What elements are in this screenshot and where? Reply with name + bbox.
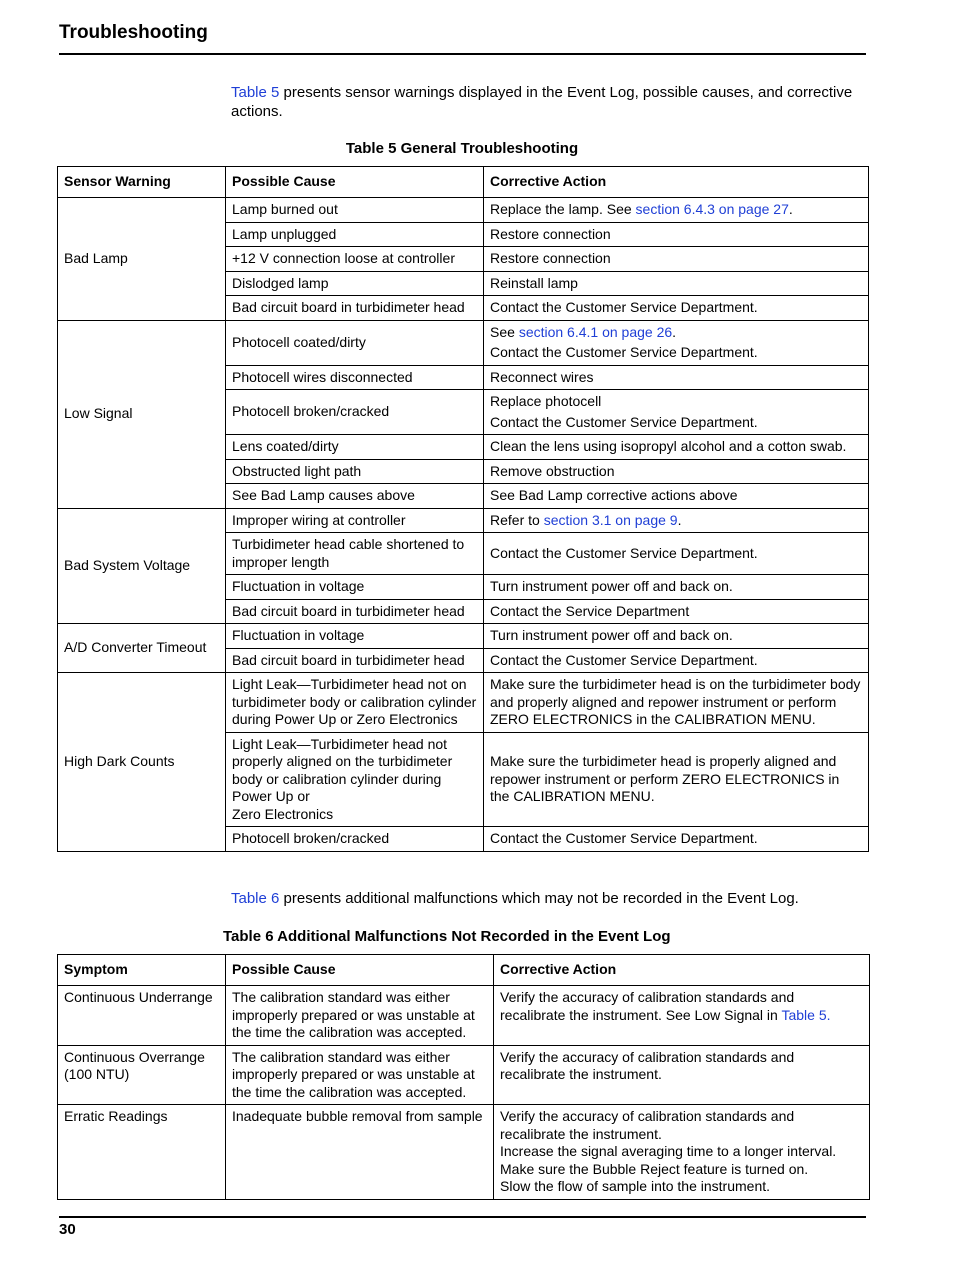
action-cell [494,986,870,1046]
table6 [57,954,870,1200]
action-cell: Reinstall lamp [484,271,869,296]
table5 [57,166,869,852]
action-cell: Restore connection [484,247,869,272]
table6-intro-text: presents additional malfunctions which may not be recorded in the Event Log. [279,890,799,907]
cause-line: Zero Electronics [232,805,334,822]
column-header: Corrective Action [494,955,870,986]
action-line: Make sure the Bubble Reject feature is turned on. [500,1160,809,1177]
cause-cell: Inadequate bubble removal from sample [226,1105,494,1200]
cause-cell: Lamp unplugged [226,222,484,247]
action-cell: Turn instrument power off and back on. [484,575,869,600]
action-cell: Contact the Customer Service Department. [484,533,869,575]
sensor-warning-cell: A/D Converter Timeout [58,624,226,673]
cause-cell: Photocell broken/cracked [226,390,484,435]
cause-cell: Photocell wires disconnected [226,365,484,390]
action-line: Contact the Customer Service Department. [490,344,758,360]
table5-link[interactable]: Table 5 [231,84,280,101]
action-cell: Contact the Service Department [484,599,869,624]
column-header: Possible Cause [226,167,484,198]
cause-cell: Obstructed light path [226,459,484,484]
table5-intro-text: presents sensor warnings displayed in the Event Log, possible causes, and corrective actions. [231,84,853,120]
sensor-warning-cell: High Dark Counts [58,673,226,852]
header-rule [59,53,866,55]
action-text: See [490,323,519,340]
table5-intro [231,83,861,121]
action-cell: Contact the Customer Service Department. [484,648,869,673]
footer-rule [59,1216,866,1218]
cause-cell: Photocell broken/cracked [226,827,484,852]
cause-cell: See Bad Lamp causes above [226,484,484,509]
table-header-row [58,955,870,986]
action-cell: Verify the accuracy of calibration standards and recalibrate the instrument. [494,1045,870,1105]
page-number: 30 [59,1221,76,1238]
cause-cell: Improper wiring at controller [226,508,484,533]
column-header: Possible Cause [226,955,494,986]
action-line: Contact the Customer Service Department. [490,413,758,430]
action-line: Verify the accuracy of calibration standards and recalibrate the instrument. [500,1108,795,1142]
action-cell: Clean the lens using isopropyl alcohol and a cotton swab. [484,435,869,460]
page-title: Troubleshooting [59,22,208,43]
action-cell [484,390,869,435]
action-cell [484,508,869,533]
action-line: Increase the signal averaging time to a longer interval. [500,1143,837,1159]
symptom-cell: Continuous Underrange [58,986,226,1046]
cause-cell: The calibration standard was either improperly prepared or was unstable at the time the calibration was accepted. [226,986,494,1046]
action-line [490,324,862,342]
table-row [58,986,870,1046]
table6-intro [231,889,861,908]
table-header-row [58,167,869,198]
table-row [58,1045,870,1105]
cause-cell: +12 V connection loose at controller [226,247,484,272]
table5-link[interactable]: Table 5 [781,1006,827,1023]
table-row [58,1105,870,1200]
table-row [58,320,869,365]
cause-cell: Light Leak—Turbidimeter head not on turbidimeter body or calibration cylinder during Power Up or Zero Electronics [226,673,484,733]
action-cell: Contact the Customer Service Department. [484,296,869,321]
action-cell: Turn instrument power off and back on. [484,624,869,649]
column-header: Symptom [58,955,226,986]
cause-cell: Fluctuation in voltage [226,624,484,649]
cause-cell: Bad circuit board in turbidimeter head [226,296,484,321]
table5-caption: Table 5 General Troubleshooting [345,140,579,157]
action-text: Verify the accuracy of calibration standards and recalibrate the instrument. See Low Signal in [500,989,795,1023]
section-link[interactable]: section 6.4.3 on page 27 [635,201,789,217]
action-cell: Restore connection [484,222,869,247]
action-line: Slow the flow of sample into the instrument. [500,1178,771,1194]
action-text: Refer to [490,511,544,528]
table-row [58,673,869,733]
table-row [58,508,869,533]
table-row [58,624,869,649]
column-header: Corrective Action [484,167,869,198]
action-line: Replace photocell [490,393,602,409]
action-cell: Make sure the turbidimeter head is properly aligned and repower instrument or perform ZERO ELECTRONICS in the CALIBRATION MENU. [484,732,869,827]
symptom-cell: Continuous Overrange (100 NTU) [58,1045,226,1105]
cause-cell: Bad circuit board in turbidimeter head [226,648,484,673]
cause-cell: Fluctuation in voltage [226,575,484,600]
sensor-warning-cell: Bad Lamp [58,198,226,321]
cause-cell [226,732,484,827]
cause-line: Light Leak—Turbidimeter head not properly aligned on the turbidimeter body or calibration cylinder during Power Up or [232,735,453,804]
action-cell [494,1105,870,1200]
cause-cell: Turbidimeter head cable shortened to improper length [226,533,484,575]
action-cell: Make sure the turbidimeter head is on the turbidimeter body and properly aligned and repower instrument or perform ZERO ELECTRONICS in the CALIBRATION MENU. [484,673,869,733]
table6-caption: Table 6 Additional Malfunctions Not Recorded in the Event Log [223,928,671,945]
action-text: . [677,511,682,528]
symptom-cell: Erratic Readings [58,1105,226,1200]
table6-link[interactable]: Table 6 [231,890,280,907]
action-cell: Remove obstruction [484,459,869,484]
sensor-warning-cell: Low Signal [58,320,226,508]
action-text: . [788,201,793,217]
cause-cell: Photocell coated/dirty [226,320,484,365]
sensor-warning-cell: Bad System Voltage [58,508,226,624]
action-text: . [672,323,677,340]
action-cell [484,198,869,223]
column-header: Sensor Warning [58,167,226,198]
action-cell [484,320,869,365]
action-cell: Reconnect wires [484,365,869,390]
cause-cell: Bad circuit board in turbidimeter head [226,599,484,624]
section-link[interactable]: section 6.4.1 on page 26 [518,323,673,340]
cause-cell: Lamp burned out [226,198,484,223]
section-link[interactable]: section 3.1 on page 9 [543,511,678,528]
cause-cell: The calibration standard was either improperly prepared or was unstable at the time the calibration was accepted. [226,1045,494,1105]
action-cell: Contact the Customer Service Department. [484,827,869,852]
table-row [58,198,869,223]
action-text: Replace the lamp. See [490,201,636,217]
cause-cell: Lens coated/dirty [226,435,484,460]
action-text: . [826,1006,831,1023]
action-cell: See Bad Lamp corrective actions above [484,484,869,509]
cause-cell: Dislodged lamp [226,271,484,296]
